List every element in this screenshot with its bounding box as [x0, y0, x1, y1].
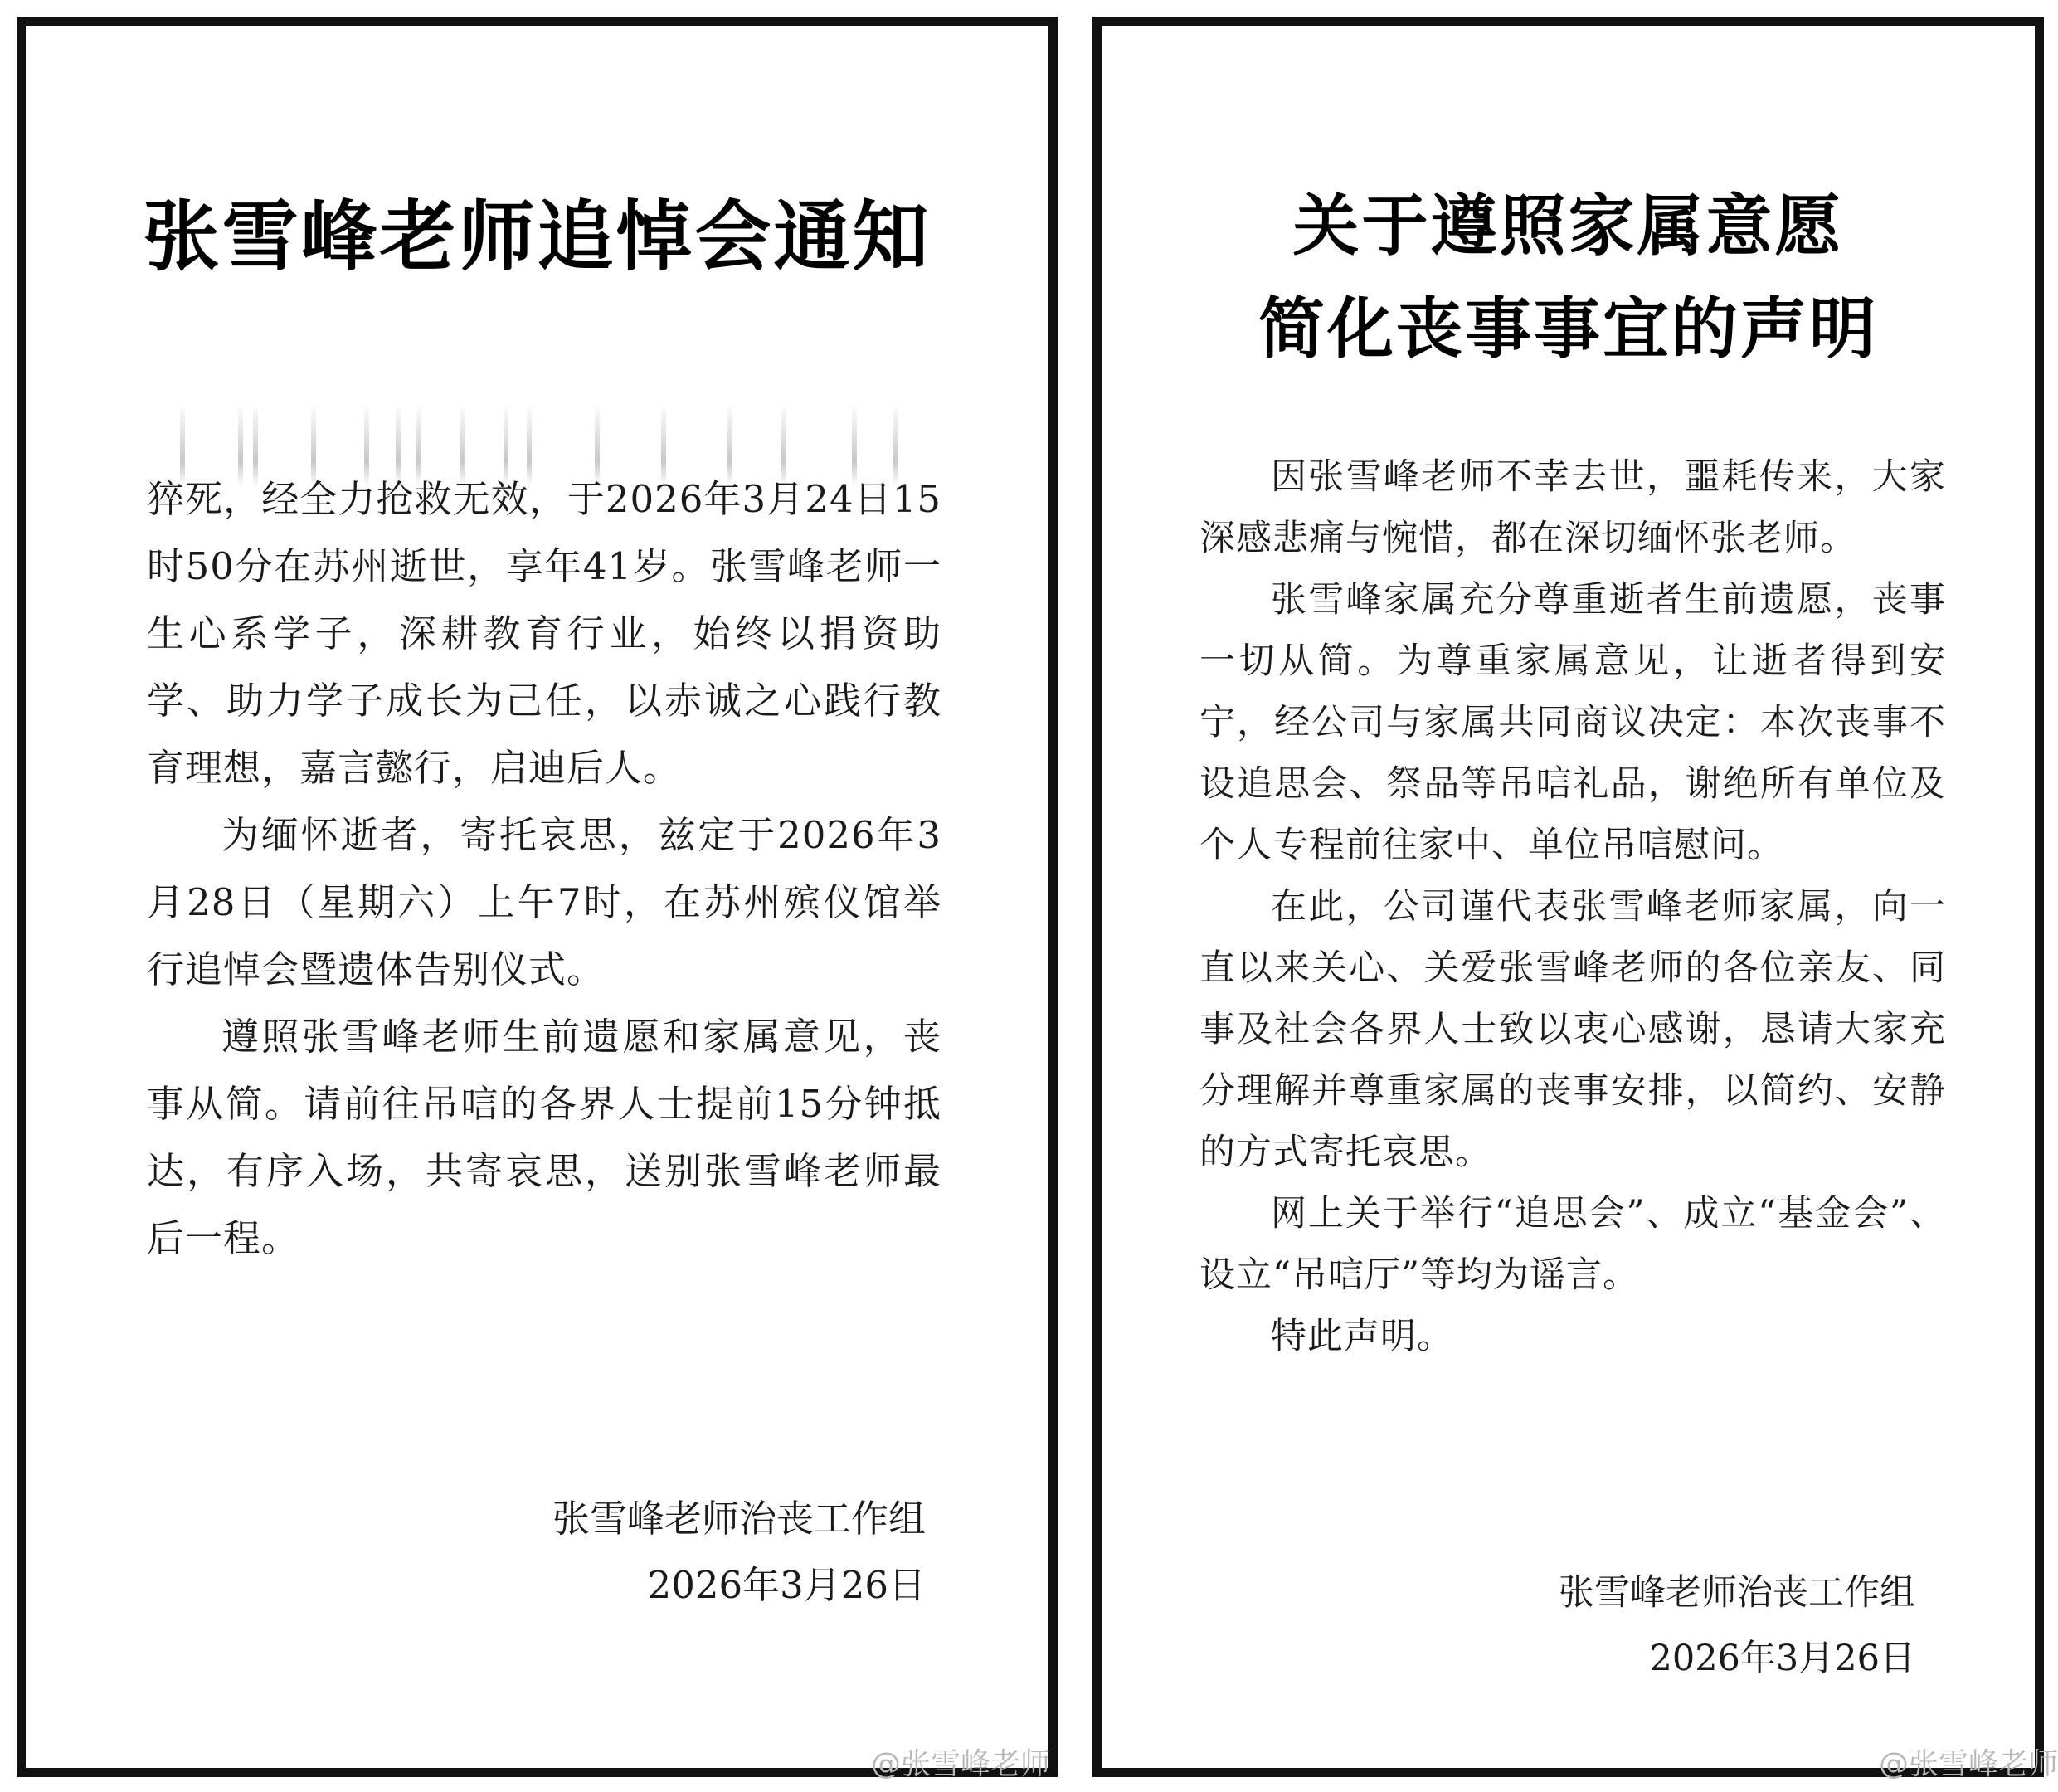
notice-paragraph: 遵照张雪峰老师生前遗愿和家属意见，丧事从简。请前往吊唁的各界人士提前15分钟抵达，有序入场，共寄哀思，送别张雪峰老师最后一程。 — [147, 1015, 941, 1260]
notice-paragraph: 猝死，经全力抢救无效，于2026年3月24日15时50分在苏州逝世，享年41岁。张雪峰老师一生心系学子，深耕教育行业，始终以捐资助学、助力学子成长为己任，以赤诚之心践行教育理想，嘉言懿行，启迪后人。 — [147, 477, 941, 790]
statement-paragraph: 因张雪峰老师不幸去世，噩耗传来，大家深感悲痛与惋惜，都在深切缅怀张老师。 — [1199, 456, 1946, 559]
statement-signature-block — [1559, 1561, 1915, 1692]
statement-title-line2: 简化丧事事宜的声明 — [1258, 290, 1878, 368]
statement-paragraph: 网上关于举行“追思会”、成立“基金会”、设立“吊唁厅”等均为谣言。 — [1199, 1193, 1946, 1296]
signature-organization: 张雪峰老师治丧工作组 — [1559, 1572, 1915, 1614]
statement-paragraph: 张雪峰家属充分尊重逝者生前遗愿，丧事一切从简。为尊重家属意见，让逝者得到安宁，经公司与家属共同商议决定：本次丧事不设追思会、祭品等吊唁礼品，谢绝所有单位及个人专程前往家中、单位吊唁慰问。 — [1199, 579, 1946, 866]
statement-title — [1102, 175, 2035, 381]
notice-body — [147, 465, 941, 1272]
statement-paragraph: 特此声明。 — [1271, 1316, 1453, 1357]
weibo-watermark: @张雪峰老师 — [871, 1747, 1051, 1781]
notice-title: 张雪峰老师追悼会通知 — [143, 192, 932, 281]
signature-date: 2026年3月26日 — [647, 1563, 926, 1607]
signature-organization: 张雪峰老师治丧工作组 — [552, 1497, 926, 1541]
notice-paragraph: 为缅怀逝者，寄托哀思，兹定于2026年3月28日（星期六）上午7时，在苏州殡仪馆举行追悼会暨遗体告别仪式。 — [147, 813, 941, 991]
memorial-notice-panel — [17, 17, 1058, 1777]
statement-panel — [1092, 17, 2044, 1777]
statement-body — [1199, 446, 1946, 1367]
statement-paragraph: 在此，公司谨代表张雪峰老师家属，向一直以来关心、关爱张雪峰老师的各位亲友、同事及社会各界人士致以衷心感谢，恳请大家充分理解并尊重家属的丧事安排，以简约、安静的方式寄托哀思。 — [1199, 886, 1946, 1173]
weibo-watermark: @张雪峰老师 — [1879, 1747, 2058, 1781]
notice-signature-block — [552, 1486, 926, 1619]
statement-title-line1: 关于遵照家属意愿 — [1292, 187, 1844, 265]
signature-date: 2026年3月26日 — [1649, 1638, 1915, 1679]
